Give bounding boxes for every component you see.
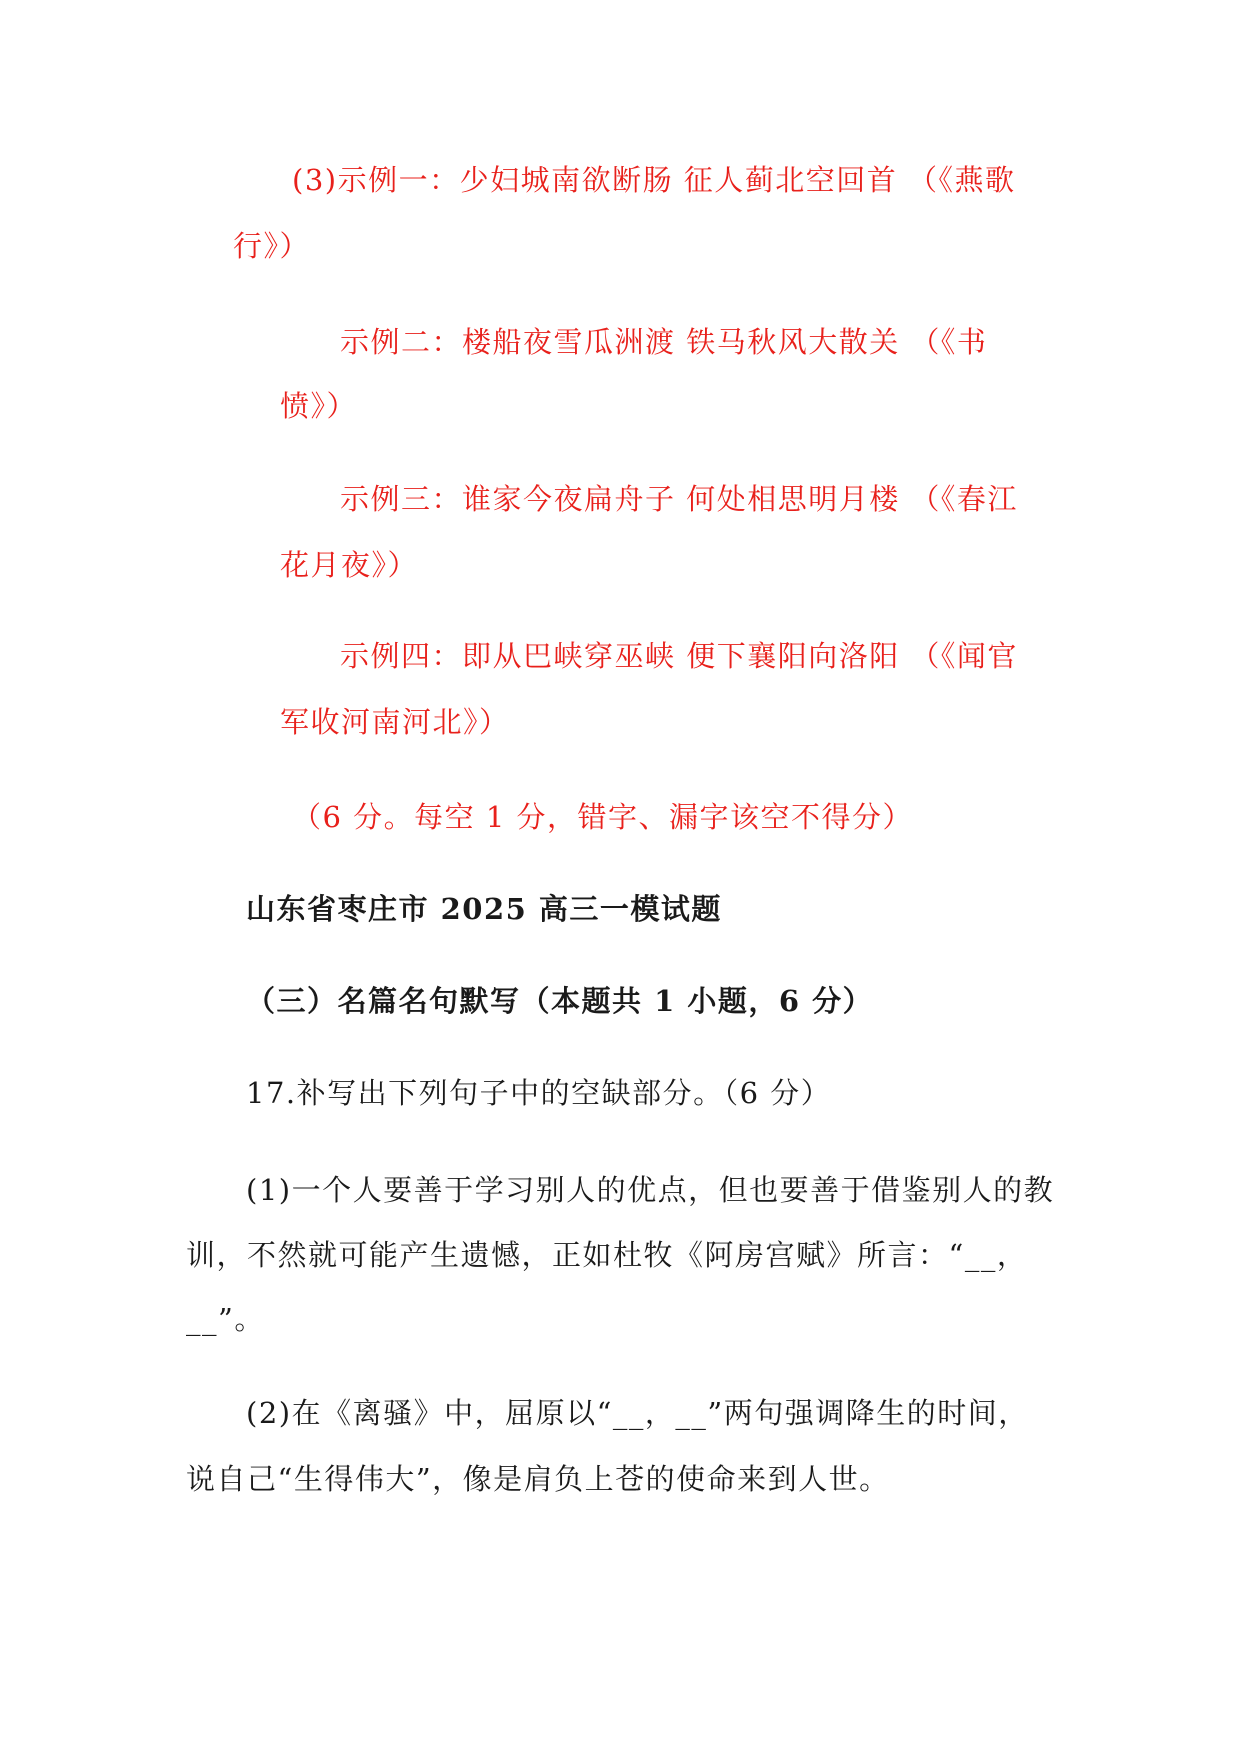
- answer-example2-line1: 示例二：楼船夜雪瓜洲渡 铁马秋风大散关 （《书: [340, 325, 988, 359]
- answer-example4-line1: 示例四：即从巴峡穿巫峡 便下襄阳向洛阳 （《闻官: [340, 639, 1018, 673]
- answer-example4-line2: 军收河南河北》）: [280, 705, 510, 739]
- exam-title: 山东省枣庄市 2025 高三一模试题: [246, 892, 722, 926]
- answer-example3-line1: 示例三：谁家今夜扁舟子 何处相思明月楼 （《春江: [340, 482, 1018, 516]
- answer-item3-line1: (3)示例一：少妇城南欲断肠 征人蓟北空回首 （《燕歌: [292, 163, 1016, 197]
- question-17: 17.补写出下列句子中的空缺部分。（6 分）: [246, 1076, 832, 1110]
- answer-example3-line2: 花月夜》）: [280, 548, 419, 582]
- question-17-1-line1: (1)一个人要善于学习别人的优点，但也要善于借鉴别人的教: [246, 1173, 1055, 1207]
- question-17-2-line2: 说自己“生得伟大”，像是肩负上苍的使命来到人世。: [186, 1462, 890, 1496]
- question-17-1-line2: 训，不然就可能产生遗憾，正如杜牧《阿房宫赋》所言：“__，: [186, 1238, 1028, 1272]
- question-17-1-line3: __”。: [186, 1302, 265, 1336]
- answer-item3-line2: 行》）: [233, 229, 311, 263]
- section-heading: （三）名篇名句默写（本题共 1 小题，6 分）: [246, 984, 874, 1018]
- scoring-note: （6 分。每空 1 分，错字、漏字该空不得分）: [292, 800, 914, 834]
- answer-example2-line2: 愤》）: [280, 389, 358, 423]
- question-17-2-line1: (2)在《离骚》中，屈原以“__，__”两句强调降生的时间，: [246, 1396, 1029, 1430]
